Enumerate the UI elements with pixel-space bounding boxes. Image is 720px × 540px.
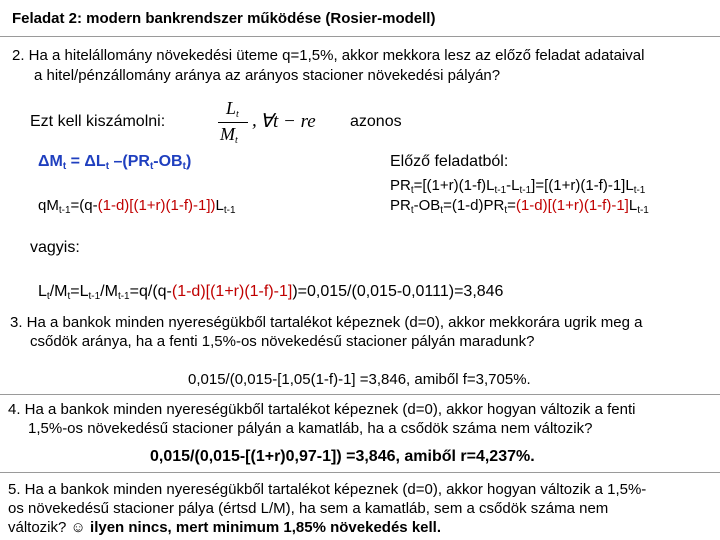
q3-line2: csődök aránya, ha a fenti 1,5%-os növekedésű stacioner pályán maradunk? (30, 333, 535, 350)
equation-qm: $qM_{t-1}=(q-(1-d)[(1+r)(1-f)-1])L_{t-1}$ (38, 197, 236, 216)
previous-pr-ob-equation: $PR_t-OB_t=(1-d)PR_t=(1-d)[(1+r)(1-f)-1]L_{t-1}$ (390, 197, 649, 216)
q2-line2: a hitel/pénzállomány aránya az arányos stacioner növekedési pályán? (34, 67, 501, 84)
q2-line1: 2. Ha a hitelállomány növekedési üteme q=1,5%, akkor mekkora lesz az előző feladat adataival (12, 47, 645, 64)
q3-answer: 0,015/(0,015-[1,05(1-f)-1] =3,846, amiből f=3,705%. (188, 371, 531, 388)
q3-line1: 3. Ha a bankok minden nyereségükből tartalékot képeznek (d=0), akkor mekkorára ugrik meg a (10, 314, 643, 331)
q4-answer: 0,015/(0,015-[(1+r)0,97-1]) =3,846, amiből r=4,237%. (150, 448, 535, 465)
previous-pr-equation: $PR_t=[(1+r)(1-f)L_{t-1}-L_{t-1}]=[(1+r)(1-f)-1]L_{t-1}$ (390, 177, 646, 196)
q4-line1: 4. Ha a bankok minden nyereségükből tartalékot képeznek (d=0), akkor hogyan változik a fenti (8, 401, 636, 418)
fraction-denominator: $M_t$ (220, 124, 238, 146)
fraction-comma: , (252, 110, 257, 131)
page-title: Feladat 2: modern bankrendszer működése (Rosier-modell) (12, 10, 436, 27)
divider (0, 394, 720, 395)
smiley-icon: ☺ (70, 519, 86, 536)
result-equation: $L_t/M_t=L_{t-1}/M_{t-1}=q/(q-(1-d)[(1+r)(1-f)-1])=0,015/(0,015-0,0111)=3,846$ (38, 283, 504, 302)
calc-label: Ezt kell kiszámolni: (30, 113, 166, 130)
forall-expression: ∀t − re (260, 111, 316, 132)
q5-line2: os növekedésű stacioner pálya (értsd L/M), ha sem a kamatláb, sem a csődök száma nem (8, 500, 609, 517)
q5-line1: 5. Ha a bankok minden nyereségükből tartalékot képeznek (d=0), akkor hogyan változik a 1,5%- (8, 481, 647, 498)
divider (0, 36, 720, 37)
q4-line2: 1,5%-os növekedésű stacioner pályán a kamatláb, ha a csődök száma nem változik? (28, 420, 593, 437)
fraction-numerator: $L_t$ (226, 98, 239, 120)
vagyis-label: vagyis: (30, 239, 80, 256)
fraction-bar (218, 122, 248, 123)
equation-delta-m: $\Delta M_t = \Delta L_t$ $-(PR_t-OB_t)$ (38, 153, 192, 172)
divider (0, 472, 720, 473)
azonos-label: azonos (350, 113, 402, 130)
previous-task-heading: Előző feladatból: (390, 153, 509, 170)
q5-line3: változik? ☺ ilyen nincs, mert minimum 1,85% növekedés kell. (8, 519, 442, 536)
